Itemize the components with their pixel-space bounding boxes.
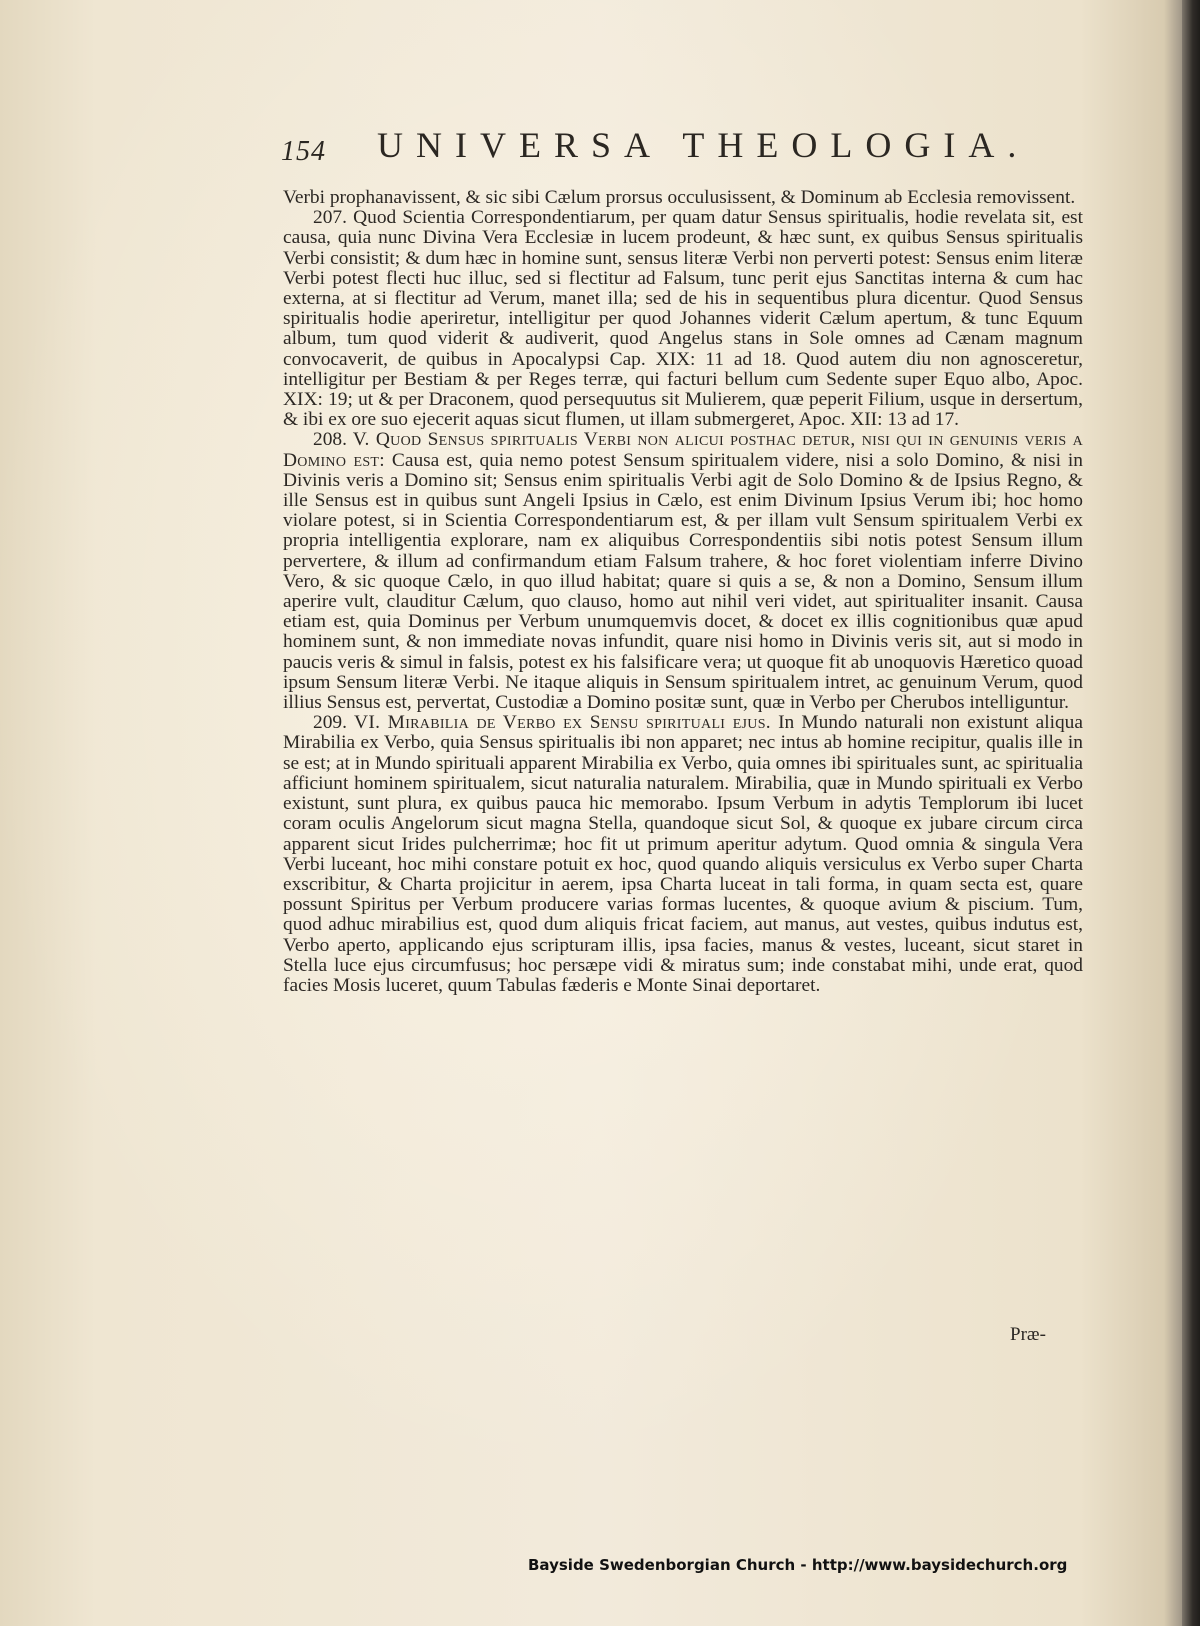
catchword: Præ- [1010, 1324, 1046, 1345]
paragraph-209 [283, 713, 1083, 996]
paragraph-207 [283, 208, 1083, 430]
paragraph-text: In Mundo naturali non existunt aliqua Mirabilia ex Verbo, quia Sensus spiritualis ibi non apparet; nec intus ab homine recipitur, qualis ille in se est; at in Mundo spirituali apparent Mirabilia ex Verbo, quia omnes ibi spirituales sunt, ac spiritualia afficiunt hominem spiritualem, sicut naturalia naturalem. Mirabilia, quæ in Mundo spirituali ex Verbo existunt, sunt plura, ex quibus pauca hic memorabo. Ipsum Verbum in adytis Templorum ibi lucet coram oculis Angelorum sicut magna Stella, quandoque sicut Sol, & quoque ex jubare circum circa apparent sicut Irides pulcherrimæ; hoc fit ut primum aperitur adytum. Quod omnia & singula Vera Verbi luceant, hoc mihi constare potuit ex hoc, quod quando aliquis versiculus ex Verbo super Charta exscribitur, & Charta projicitur in aerem, ipsa Charta luceat in tali forma, in quam secta est, quare possunt Spiritus per Verbum producere varias formas lucentes, & quoque avium & piscium. Tum, quod adhuc mirabilius est, quod dum aliquis fricat faciem, aut manus, aut vestes, quibus indutus est, Verbo aperto, applicando ejus scripturam illis, ipsa facies, manus & vestes, luceant, sicut staret in Stella luce ejus circumfusus; hoc persæpe vidi & miratus sum; inde constabat mihi, unde erat, quod facies Mosis luceret, quum Tabulas fæderis e Monte Sinai deportaret. [283, 712, 1083, 996]
paragraph-text: Causa est, quia nemo potest Sensum spiritualem videre, nisi a solo Domino, & nisi in Divinis veris a Domino sit; Sensus enim spiritualis Verbi agit de Solo Domino & de Ipsius Regno, & ille Sensus est in quibus sunt Angeli Ipsius in Cælo, est enim Divinum Ipsius Verum ibi; hoc homo violare potest, si in Scientia Correspondentiarum est, & per illam vult Sensum spiritualem Verbi ex propria intelligentia explorare, nam ex aliquibus Correspondentiis sibi notis potest Sensum illum pervertere, & illum ad confirmandum etiam Falsum trahere, & hoc foret violentiam inferre Divino Vero, & sic quoque Cælo, in quo illud habitat; quare si quis a se, & non a Domino, Sensum illum aperire vult, clauditur Cælum, quo clauso, homo aut nihil veri videt, aut spiritualiter insanit. Causa etiam est, quia Dominus per Verbum unumquemvis docet, & docet ex illis cognitionibus quæ apud hominem sunt, & non immediate novas infundit, quare nisi homo in Divinis veris sit, aut si modo in paucis veris & simul in falsis, potest ex his falsificare vera; ut quoque fit ab unoquovis Hæretico quoad ipsum Sensum literæ Verbi. Ne itaque aliquis in Sensum spiritualem intret, ac genuinum Verum, quod illius Sensus est, pervertat, Custodiæ a Domino positæ sunt, quæ in Verbo per Cherubos intelliguntur. [283, 449, 1083, 714]
paragraph-text: Verbi prophanavissent, & sic sibi Cælum prorsus occulusissent, & Dominum ab Ecclesia removissent. [283, 187, 1076, 208]
paragraph-number: 208. [313, 429, 347, 451]
paragraph-text: Quod Scientia Correspondentiarum, per quam datur Sensus spiritualis, hodie revelata sit, est causa, quia nunc Divina Vera Ecclesiæ in lucem prodeunt, & hæc sunt, ex quibus Sensus spiritualis Verbi consistit; & dum hæc in homine sunt, sensus literæ Verbi non perverti potest: Sensus enim literæ Verbi potest flecti huc illuc, sed si flectitur ad Falsum, tunc perit ejus Sanctitas interna & cum hac externa, at si flectitur ad Verum, manet illa; sed de his in sequentibus plura dicentur. Quod Sensus spiritualis hodie aperiretur, intelligitur per quod Johannes viderit Cælum apertum, & tunc Equum album, tum quod viderit & audiverit, quod Angelus stans in Sole omnes ad Cænam magnum convocaverit, de quibus in Apocalypsi Cap. XIX: 11 ad 18. Quod autem diu non agnosceretur, intelligitur per Bestiam & per Reges terræ, qui facturi bellum cum Sedente super Equo albo, Apoc. XIX: 19; ut & per Draconem, quod persequutus sit Mulierem, quæ peperit Filium, usque in dersertum, & ibi ex ore suo ejecerit aquas sicut flumen, ut illam submergeret, Apoc. XII: 13 ad 17. [283, 207, 1083, 431]
paragraph-number: 209. [313, 712, 347, 734]
footer-credit: Bayside Swedenborgian Church - http://www.baysidechurch.org [528, 1556, 1068, 1574]
page-body [283, 188, 1083, 996]
book-spine-shadow [1182, 0, 1200, 1626]
paragraph-number: 207. [313, 207, 347, 229]
running-head: UNIVERSA THEOLOGIA. [377, 125, 1030, 165]
paragraph-heading: V. Quod Sensus spiritualis Verbi non alicui posthac detur, nisi qui in genuinis veris a Domino est: [283, 429, 1083, 471]
paragraph-continuation [283, 188, 1083, 208]
paragraph-208 [283, 430, 1083, 713]
page-header [265, 124, 1035, 176]
page-number: 154 [281, 136, 326, 167]
paragraph-heading: VI. Mirabilia de Verbo ex Sensu spirituali ejus. [346, 712, 771, 734]
